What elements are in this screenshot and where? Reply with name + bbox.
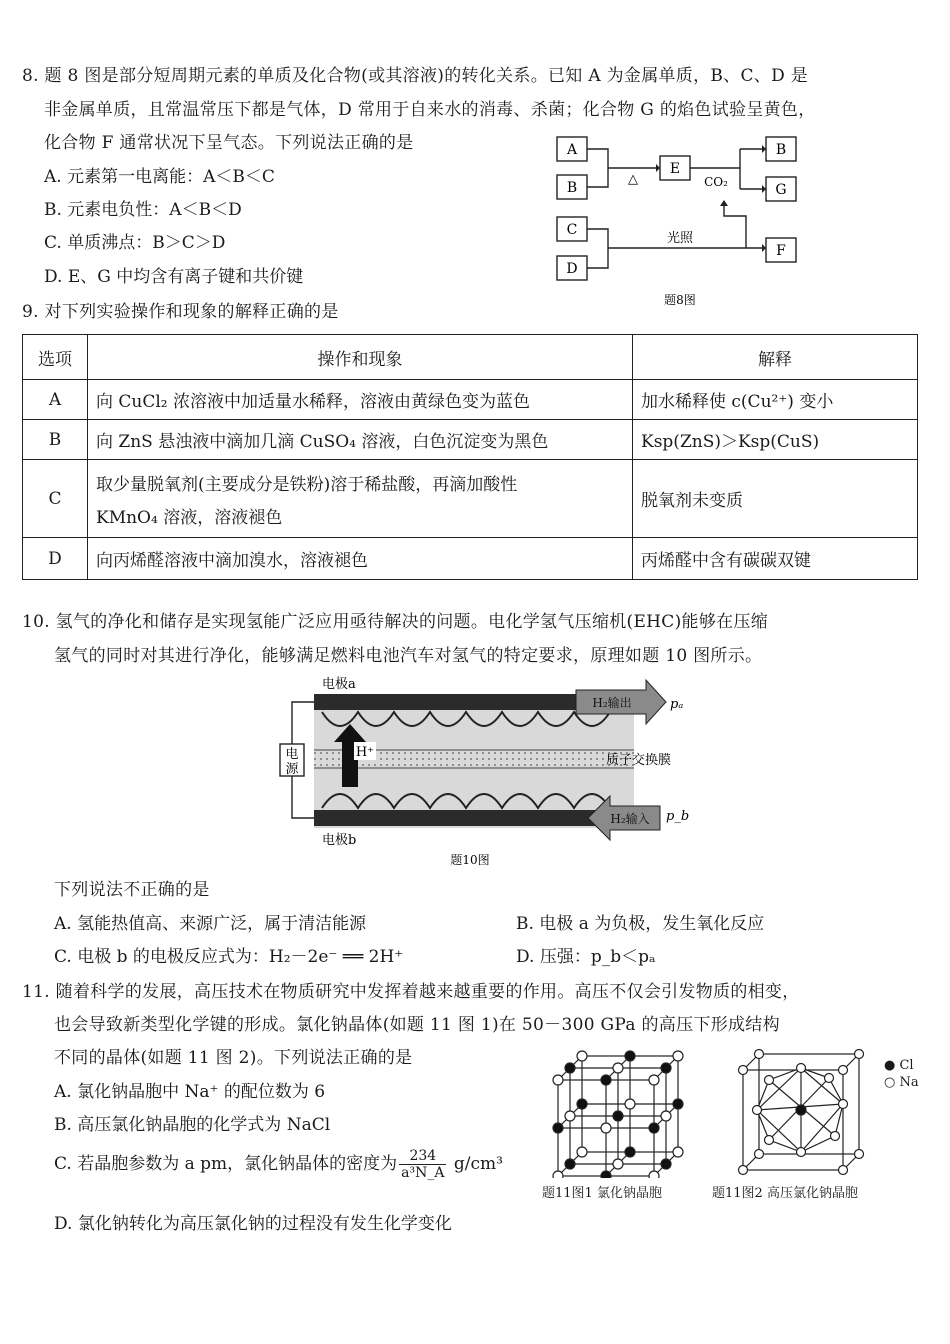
pa-label: pₐ (670, 697, 684, 712)
q8-label-g: G (775, 182, 787, 198)
nacl-cell-diagram (548, 1048, 688, 1178)
row-b-operation: 向 ZnS 悬浊液中滴加几滴 CuSO₄ 溶液，白色沉淀变为黑色 (88, 420, 633, 460)
table-header-row (23, 335, 918, 380)
q11-option-c-text: C. 若晶胞参数为 a pm，氯化钠晶体的密度为 (54, 1154, 398, 1174)
q8-option-d: D. E、G 中均含有离子键和共价键 (44, 267, 304, 287)
q10-option-d: D. 压强：p_b＜pₐ (516, 947, 656, 967)
header-explanation: 解释 (633, 335, 918, 380)
q10-caption: 题10图 (450, 853, 490, 867)
row-c-option: C (23, 460, 88, 538)
row-b-explanation: Ksp(ZnS)＞Ksp(CuS) (633, 420, 918, 460)
q8-label-d: D (566, 261, 578, 277)
row-a-operation: 向 CuCl₂ 浓溶液中加适量水稀释，溶液由黄绿色变为蓝色 (88, 380, 633, 420)
density-denominator: a³N_A (401, 1165, 445, 1181)
q8-label-b: B (566, 180, 578, 196)
power-label-2: 源 (285, 762, 299, 777)
q8-line-2: 非金属单质，且常温常压下都是气体，D 常用于自来水的消毒、杀菌；化合物 G 的焰色试验呈黄色， (44, 100, 816, 120)
row-d-explanation: 丙烯醛中含有碳碳双键 (633, 538, 918, 580)
row-c-operation-line-1: 取少量脱氧剂(主要成分是铁粉)溶于稀盐酸，再滴加酸性 (96, 474, 518, 495)
q9-stem: 9. 对下列实验操作和现象的解释正确的是 (22, 302, 339, 322)
q8-co2-label: CO₂ (704, 175, 728, 189)
row-d-operation: 向丙烯醛溶液中滴加溴水，溶液褪色 (88, 538, 633, 580)
q8-line-3: 化合物 F 通常状况下呈气态。下列说法正确的是 (44, 133, 414, 153)
legend-na: ○ Na (884, 1075, 919, 1090)
row-a-explanation: 加水稀释使 c(Cu²⁺) 变小 (633, 380, 918, 420)
high-pressure-nacl-diagram (735, 1046, 865, 1178)
electrode-b-label: 电极b (322, 833, 357, 848)
q11-option-b: B. 高压氯化钠晶胞的化学式为 NaCl (54, 1115, 331, 1135)
q11-caption-1: 题11图1 氯化钠晶胞 (542, 1186, 662, 1201)
q11-option-a: A. 氯化钠晶胞中 Na⁺ 的配位数为 6 (54, 1082, 326, 1102)
row-d-option: D (23, 538, 88, 580)
row-c-operation-line-2: KMnO₄ 溶液，溶液褪色 (96, 507, 283, 528)
pb-label: p_b (666, 809, 690, 824)
q8-option-b: B. 元素电负性：A＜B＜D (44, 200, 242, 220)
q11-line-1: 11. 随着科学的发展，高压技术在物质研究中发挥着越来越重要的作用。高压不仅会引发物质的相变， (22, 982, 800, 1002)
q11-option-d: D. 氯化钠转化为高压氯化钠的过程没有发生化学变化 (54, 1214, 452, 1234)
q11-line-2: 也会导致新类型化学键的形成。氯化钠晶体(如题 11 图 1)在 50－300 GPa 的高压下形成结构 (54, 1015, 780, 1035)
q11-caption-2: 题11图2 高压氯化钠晶胞 (712, 1186, 858, 1201)
header-operation: 操作和现象 (88, 335, 633, 380)
header-option: 选项 (23, 335, 88, 380)
h2-output-label: H₂输出 (592, 696, 632, 710)
q11-line-3: 不同的晶体(如题 11 图 2)。下列说法正确的是 (54, 1048, 413, 1068)
q8-heat-label: △ (628, 172, 638, 187)
density-unit: g/cm³ (453, 1154, 503, 1174)
q8-line-1: 8. 题 8 图是部分短周期元素的单质及化合物(或其溶液)的转化关系。已知 A 为金属单质，B、C、D 是 (22, 66, 809, 86)
row-c-operation (88, 460, 633, 538)
q10-stem: 下列说法不正确的是 (54, 880, 210, 900)
q10-option-c: C. 电极 b 的电极反应式为：H₂－2e⁻ ══ 2H⁺ (54, 947, 404, 967)
table-row (23, 380, 918, 420)
q10-line-1: 10. 氢气的净化和储存是实现氢能广泛应用亟待解决的问题。电化学氢气压缩机(EHC)能够在压缩 (22, 612, 769, 632)
row-c-explanation: 脱氧剂未变质 (633, 460, 918, 538)
table-row (23, 420, 918, 460)
power-label-1: 电 (285, 747, 299, 762)
table-row (23, 538, 918, 580)
row-b-option: B (23, 420, 88, 460)
q11-option-c (54, 1148, 503, 1181)
q8-caption: 题8图 (664, 293, 696, 307)
q8-label-b2: B (775, 142, 787, 158)
q8-label-f: F (776, 243, 786, 259)
hplus-label: H⁺ (355, 745, 375, 760)
legend-cl: ● Cl (884, 1058, 914, 1073)
row-a-option: A (23, 380, 88, 420)
q10-option-b: B. 电极 a 为负极，发生氧化反应 (516, 914, 765, 934)
density-numerator: 234 (399, 1148, 446, 1165)
table-row (23, 460, 918, 538)
density-fraction (399, 1148, 446, 1181)
q8-diagram (548, 128, 808, 313)
q8-option-c: C. 单质沸点：B＞C＞D (44, 233, 226, 253)
q8-option-a: A. 元素第一电离能：A＜B＜C (44, 167, 275, 187)
q10-option-a: A. 氢能热值高、来源广泛，属于清洁能源 (54, 914, 367, 934)
q10-line-2: 氢气的同时对其进行净化，能够满足燃料电池汽车对氢气的特定要求，原理如题 10 图所示。 (54, 646, 763, 666)
q8-light-label: 光照 (666, 231, 694, 246)
q8-label-e: E (669, 161, 681, 177)
membrane-label: 质子交换膜 (606, 753, 672, 768)
electrode-a-label: 电极a (322, 677, 356, 692)
q8-label-c: C (566, 222, 578, 238)
q9-table (22, 334, 918, 580)
q8-label-a: A (566, 142, 578, 158)
q10-diagram (270, 672, 720, 872)
h2-input-label: H₂输入 (610, 812, 650, 826)
